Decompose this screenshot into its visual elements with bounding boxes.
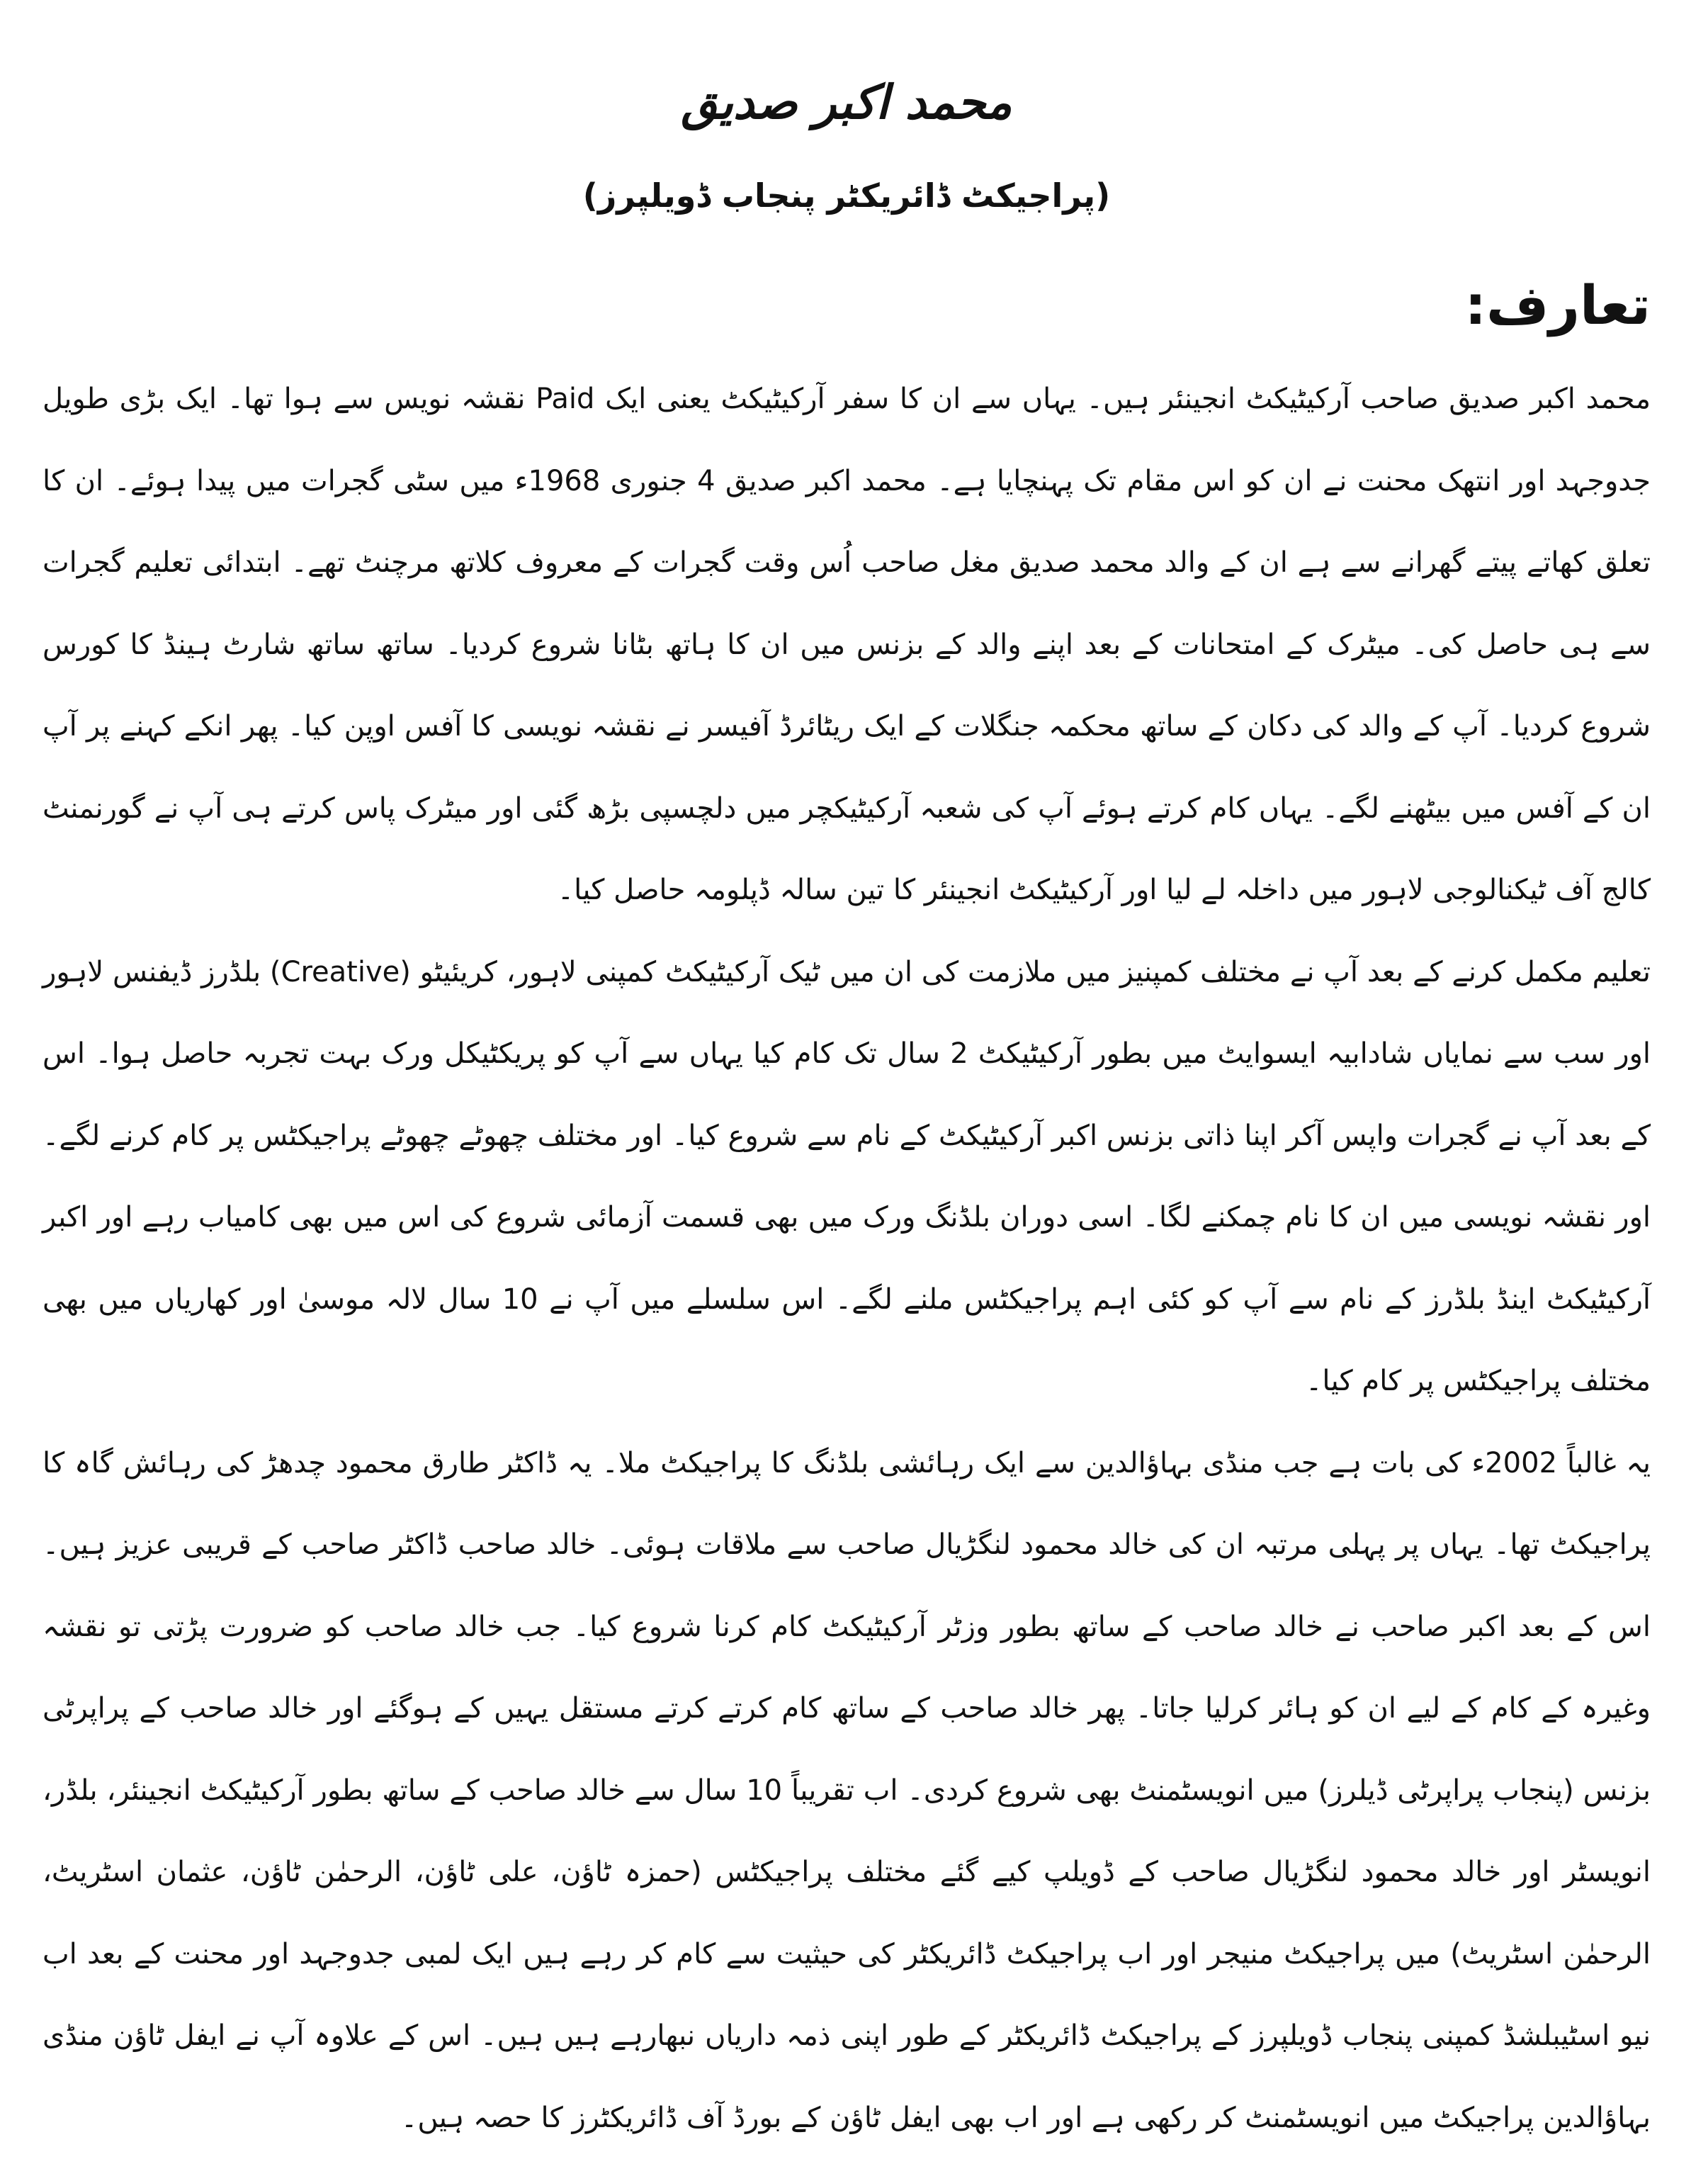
- paragraph-career: تعلیم مکمل کرنے کے بعد آپ نے مختلف کمپنیز میں ملازمت کی ان میں ٹیک آرکیٹیکٹ کمپنی لاہور، کریئیٹو (Creative) بلڈرز ڈیفنس لاہور اور سب سے نمایاں شادابیہ ایسوایٹ میں بطور آرکیٹیکٹ 2 سال تک کام کیا یہاں سے آپ کو پریکٹیکل ورک بہت تجربہ حاصل ہوا۔ اس کے بعد آپ نے گجرات واپس آکر اپنا ذاتی بزنس اکبر آرکیٹیکٹ کے نام سے شروع کیا۔ اور مختلف چھوٹے چھوٹے پراجیکٹس پر کام کرنے لگے۔ اور نقشہ نویسی میں ان کا نام چمکنے لگا۔ اسی دوران بلڈنگ ورک میں بھی قسمت آزمائی شروع کی اس میں بھی کامیاب رہے اور اکبر آرکیٹیکٹ اینڈ بلڈرز کے نام سے آپ کو کئی اہم پراجیکٹس ملنے لگے۔ اس سلسلے میں آپ نے 10 سال لالہ موسیٰ اور کھاریاں میں بھی مختلف پراجیکٹس پر کام کیا۔: [43, 932, 1651, 1423]
- body-text: [43, 359, 1651, 2159]
- document-page: [43, 50, 1651, 2034]
- paragraph-punjab-developers: یہ غالباً 2002ء کی بات ہے جب منڈی بہاؤالدین سے ایک رہائشی بلڈنگ کا پراجیکٹ ملا۔ یہ ڈاکٹر طارق محمود چدھڑ کی رہائش گاہ کا پراجیکٹ تھا۔ یہاں پر پہلی مرتبہ ان کی خالد محمود لنگڑیال صاحب سے ملاقات ہوئی۔ خالد صاحب ڈاکٹر صاحب کے قریبی عزیز ہیں۔ اس کے بعد اکبر صاحب نے خالد صاحب کے ساتھ بطور وزٹر آرکیٹیکٹ کام کرنا شروع کیا۔ جب خالد صاحب کو ضرورت پڑتی تو نقشہ وغیرہ کے کام کے لیے ان کو ہائر کرلیا جاتا۔ پھر خالد صاحب کے ساتھ کام کرتے کرتے مستقل یہیں کے ہوگئے اور خالد صاحب کے پراپرٹی بزنس (پنجاب پراپرٹی ڈیلرز) میں انویسٹمنٹ بھی شروع کردی۔ اب تقریباً 10 سال سے خالد صاحب کے ساتھ بطور آرکیٹیکٹ انجینئر، بلڈر، انویسٹر اور خالد محمود لنگڑیال صاحب کے ڈویلپ کیے گئے مختلف پراجیکٹس (حمزہ ٹاؤن، علی ٹاؤن، الرحمٰن ٹاؤن، عثمان اسٹریٹ، الرحمٰن اسٹریٹ) میں پراجیکٹ منیجر اور اب پراجیکٹ ڈائریکٹر کی حیثیت سے کام کر رہے ہیں ایک لمبی جدوجہد اور محنت کے بعد اب نیو اسٹیبلشڈ کمپنی پنجاب ڈویلپرز کے پراجیکٹ ڈائریکٹر کے طور اپنی ذمہ داریاں نبھارہے ہیں ہیں۔ اس کے علاوہ آپ نے ایفل ٹاؤن منڈی بہاؤالدین پراجیکٹ میں انویسٹمنٹ کر رکھی ہے اور اب بھی ایفل ٹاؤن کے بورڈ آف ڈائریکٹرز کا حصہ ہیں۔: [43, 1423, 1651, 2159]
- paragraph-intro: محمد اکبر صدیق صاحب آرکیٹیکٹ انجینئر ہیں۔ یہاں سے ان کا سفر آرکیٹیکٹ یعنی ایک Paid نقشہ نویس سے ہوا تھا۔ ایک بڑی طویل جدوجہد اور انتھک محنت نے ان کو اس مقام تک پہنچایا ہے۔ محمد اکبر صدیق 4 جنوری 1968ء میں سٹی گجرات میں پیدا ہوئے۔ ان کا تعلق کھاتے پیتے گھرانے سے ہے ان کے والد محمد صدیق مغل صاحب اُس وقت گجرات کے معروف کلاتھ مرچنٹ تھے۔ ابتدائی تعلیم گجرات سے ہی حاصل کی۔ میٹرک کے امتحانات کے بعد اپنے والد کے بزنس میں ان کا ہاتھ بٹانا شروع کردیا۔ ساتھ ساتھ شارٹ ہینڈ کا کورس شروع کردیا۔ آپ کے والد کی دکان کے ساتھ محکمہ جنگلات کے ایک ریٹائرڈ آفیسر نے نقشہ نویسی کا آفس اوپن کیا۔ پھر انکے کہنے پر آپ ان کے آفس میں بیٹھنے لگے۔ یہاں کام کرتے ہوئے آپ کی شعبہ آرکیٹیکچر میں دلچسپی بڑھ گئی اور میٹرک پاس کرتے ہی آپ نے گورنمنٹ کالج آف ٹیکنالوجی لاہور میں داخلہ لے لیا اور آرکیٹیکٹ انجینئر کا تین سالہ ڈپلومہ حاصل کیا۔: [43, 359, 1651, 932]
- page-title: محمد اکبر صدیق: [43, 64, 1651, 142]
- page-subtitle: (پراجیکٹ ڈائریکٹر پنجاب ڈویلپرز): [43, 167, 1651, 224]
- section-heading: تعارف:: [43, 266, 1651, 344]
